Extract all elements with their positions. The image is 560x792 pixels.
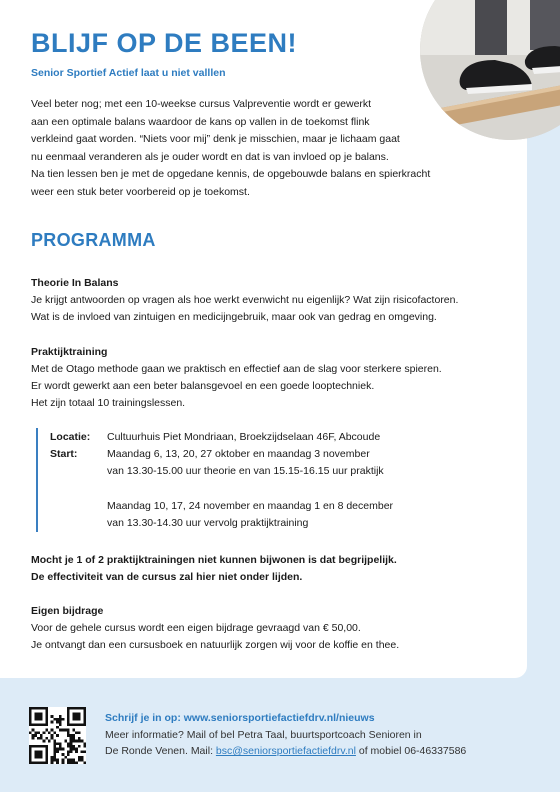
attendance-note (31, 552, 511, 586)
start-time-line: van 13.30-14.30 uur vervolg praktijktraining (107, 517, 309, 529)
bijdrage-line: Voor de gehele cursus wordt een eigen bijdrage gevraagd van € 50,00. (31, 622, 361, 634)
locatie-label: Locatie: (50, 431, 91, 443)
intro-paragraph (31, 96, 491, 202)
start-row (50, 446, 370, 463)
footer-contact (105, 710, 466, 760)
contact-line: Meer informatie? Mail of bel Petra Taal, buurtsportcoach Senioren in (105, 728, 422, 741)
intro-line: verkleind gaat worden. “Niets voor mij” denk je misschien, maar je lichaam gaat (31, 133, 400, 146)
start-date-line: Maandag 6, 13, 20, 27 oktober en maandag 3 november (107, 448, 370, 460)
qr-code[interactable] (29, 707, 86, 764)
praktijk-line: Het zijn totaal 10 trainingslessen. (31, 397, 186, 409)
intro-line: nu eenmaal veranderen als je ouder wordt en dat is van invloed op je balans. (31, 150, 389, 163)
intro-line: aan een optimale balans waardoor de kans op vallen in de toekomst flink (31, 115, 370, 128)
note-line: Mocht je 1 of 2 praktijktrainingen niet kunnen bijwonen is dat begrijpelijk. (31, 554, 397, 566)
intro-line: Veel beter nog; met een 10-weekse cursus Valpreventie wordt er gewerkt (31, 98, 372, 110)
theorie-line: Je krijgt antwoorden op vragen als hoe werkt evenwicht nu eigenlijk? Wat zijn risicofactoren. (31, 294, 459, 306)
start-label: Start: (50, 448, 78, 460)
bijdrage-heading: Eigen bijdrage (31, 605, 104, 617)
theorie-heading: Theorie In Balans (31, 277, 119, 289)
praktijk-section (31, 344, 511, 412)
start-time-line: van 13.30-15.00 uur theorie en van 15.15-16.15 uur praktijk (107, 465, 384, 477)
locatie-row (50, 429, 381, 446)
contact-line-2 (105, 743, 466, 760)
praktijk-line: Er wordt gewerkt aan een beter balansgevoel en een goede looptechniek. (31, 380, 375, 392)
page-title: BLIJF OP DE BEEN! (31, 28, 298, 58)
email-link[interactable]: bsc@seniorsportiefactiefdrv.nl (215, 745, 356, 758)
note-line: De effectiviteit van de cursus zal hier niet onder lijden. (31, 571, 303, 583)
bijdrage-section (31, 603, 511, 654)
page-subtitle: Senior Sportief Actief laat u niet valllen (31, 67, 226, 79)
programma-heading: PROGRAMMA (31, 230, 156, 250)
intro-line: weer een stuk beter voorbereid op je toekomst. (31, 185, 250, 198)
contact-prefix: De Ronde Venen. Mail: (105, 745, 216, 758)
locatie-value: Cultuurhuis Piet Mondriaan, Broekzijdselaan 46F, Abcoude (107, 431, 381, 443)
contact-suffix: of mobiel 06-46337586 (355, 745, 467, 758)
praktijk-heading: Praktijktraining (31, 346, 108, 358)
theorie-line: Wat is de invloed van zintuigen en medicijngebruik, maar ook van gedrag en omgeving. (31, 311, 437, 323)
signup-link-text[interactable]: Schrijf je in op: www.seniorsportiefactiefdrv.nl/nieuws (105, 712, 375, 724)
location-info-box (36, 428, 490, 532)
bijdrage-line: Je ontvangt dan een cursusboek en natuurlijk zorgen wij voor de koffie en thee. (31, 639, 400, 651)
praktijk-line: Met de Otago methode gaan we praktisch en effectief aan de slag voor sterkere spieren. (31, 363, 442, 375)
intro-line: Na tien lessen ben je met de opgedane kennis, de opgebouwde balans en spierkracht (31, 168, 431, 181)
start-date-line: Maandag 10, 17, 24 november en maandag 1 en 8 december (107, 500, 394, 512)
qr-code-image (29, 707, 86, 764)
theorie-section (31, 275, 511, 326)
